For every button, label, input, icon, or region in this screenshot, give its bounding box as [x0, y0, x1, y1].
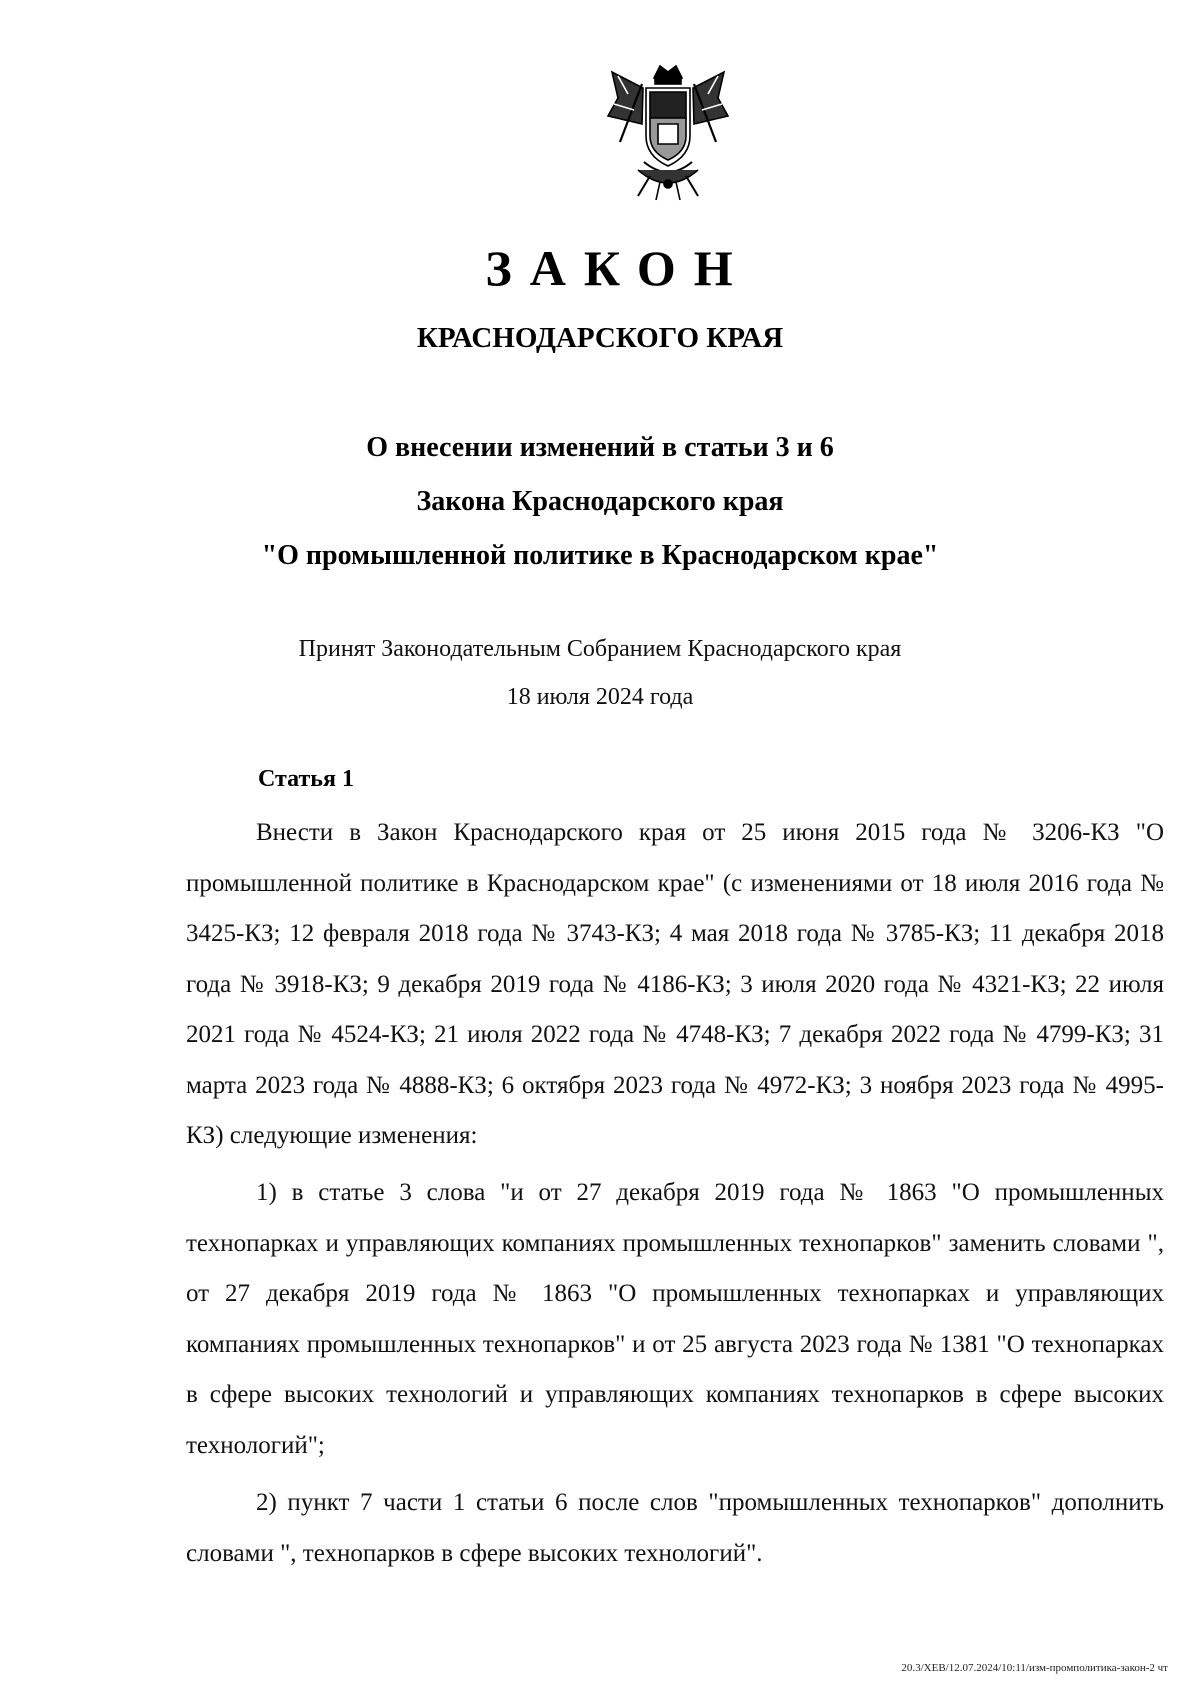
- article-intro-paragraph: [186, 808, 1164, 1162]
- adoption-date: 18 июля 2024 года: [506, 684, 694, 710]
- paragraph-text: 2) пункт 7 части 1 статьи 6 после слов "промышленных технопарков" дополнить словами ", технопарков в сфере высоких технологий".: [186, 1489, 1164, 1567]
- coat-of-arms-icon: [598, 58, 738, 208]
- amendment-item-1: [186, 1168, 1164, 1471]
- article-heading: Статья 1: [258, 766, 354, 792]
- law-title-line: Закона Краснодарского края: [416, 486, 784, 517]
- issuing-region: КРАСНОДАРСКОГО КРАЯ: [416, 322, 784, 354]
- law-title-line: О внесении изменений в статьи 3 и 6: [366, 432, 834, 463]
- amendment-item-2: [186, 1478, 1164, 1579]
- document-footer-code: 20.3/ХЕВ/12.07.2024/10:11/изм-промполитика-закон-2 чт: [901, 1662, 1168, 1674]
- paragraph-text: Внести в Закон Краснодарского края от 25 июня 2015 года № 3206-КЗ "О промышленной политике в Краснодарском крае" (с изменениями от 18 июля 2016 года № 3425-КЗ; 12 февраля 2018 года № 3743-КЗ; 4 мая 2018 года № 3785-КЗ; 11 декабря 2018 года № 3918-КЗ; 9 декабря 2019 года № 4186-КЗ; 3 июля 2020 года № 4321-КЗ; 22 июля 2021 года № 4524-КЗ; 21 июля 2022 года № 4748-КЗ; 7 декабря 2022 года № 4799-КЗ; 31 марта 2023 года № 4888-КЗ; 6 октября 2023 года № 4972-КЗ; 3 ноября 2023 года № 4995-КЗ) следующие изменения:: [186, 819, 1164, 1149]
- paragraph-text: 1) в статье 3 слова "и от 27 декабря 2019 года № 1863 "О промышленных технопарках и управляющих компаниях промышленных технопарков" заменить словами ", от 27 декабря 2019 года № 1863 "О промышленных технопарках и управляющих компаниях промышленных технопарков" и от 25 августа 2023 года № 1381 "О технопарках в сфере высоких технологий и управляющих компаниях технопарков в сфере высоких технологий";: [186, 1179, 1164, 1459]
- document-type: ЗАКОН: [485, 240, 751, 296]
- adoption-note: Принят Законодательным Собранием Краснодарского края: [298, 636, 902, 662]
- law-title-line: "О промышленной политике в Краснодарском крае": [261, 540, 939, 571]
